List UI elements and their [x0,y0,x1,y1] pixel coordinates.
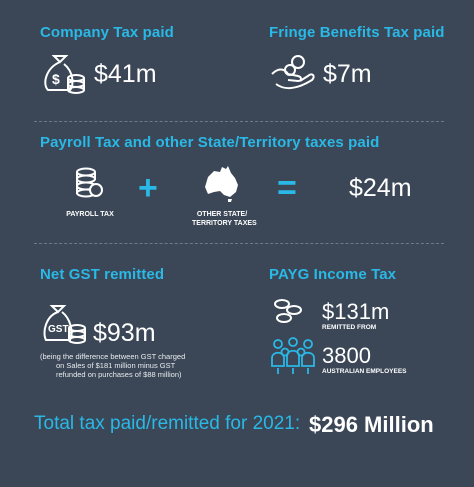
company-tax-amount: $41m [94,60,157,88]
payroll-heading: Payroll Tax and other State/Territory taxes paid [40,134,380,151]
australia-map-icon [202,163,242,203]
divider-top [34,121,444,122]
gst-note-line2: on Sales of $181 million minus GST [56,361,176,370]
gst-note-line1: (being the difference between GST charged [40,352,186,361]
divider-middle [34,243,444,244]
people-group-icon [268,336,318,376]
svg-text:$: $ [52,71,60,87]
hand-coins-icon [268,52,318,96]
coin-stack-icon [74,166,104,200]
plus-sign: + [138,169,158,207]
gst-note [40,352,240,379]
gst-heading: Net GST remitted [40,266,165,283]
fbt-heading: Fringe Benefits Tax paid [269,24,445,41]
payg-amount: $131m [322,299,390,324]
employees-count: 3800 [322,343,371,368]
payg-heading: PAYG Income Tax [269,266,397,283]
employees-label: AUSTRALIAN EMPLOYEES [322,368,407,375]
total-label: Total tax paid/remitted for 2021: [34,413,301,434]
state-taxes-label: OTHER STATE/ TERRITORY TAXES [192,211,257,227]
payg-amount-label: REMITTED FROM [322,324,377,331]
gst-bag-icon [40,302,88,346]
gst-amount: $93m [93,319,156,347]
equals-sign: = [277,169,297,207]
payroll-tax-label: PAYROLL TAX [66,211,114,218]
payroll-amount: $24m [349,174,412,202]
fbt-amount: $7m [323,60,372,88]
money-bag-coins-icon [40,50,88,96]
coins-icon [270,296,306,326]
gst-icon-text: GST [48,324,69,335]
gst-note-line3: refunded on purchases of $88 million) [56,370,182,379]
total-value: $296 Million [309,412,434,437]
company-tax-heading: Company Tax paid [40,24,174,41]
